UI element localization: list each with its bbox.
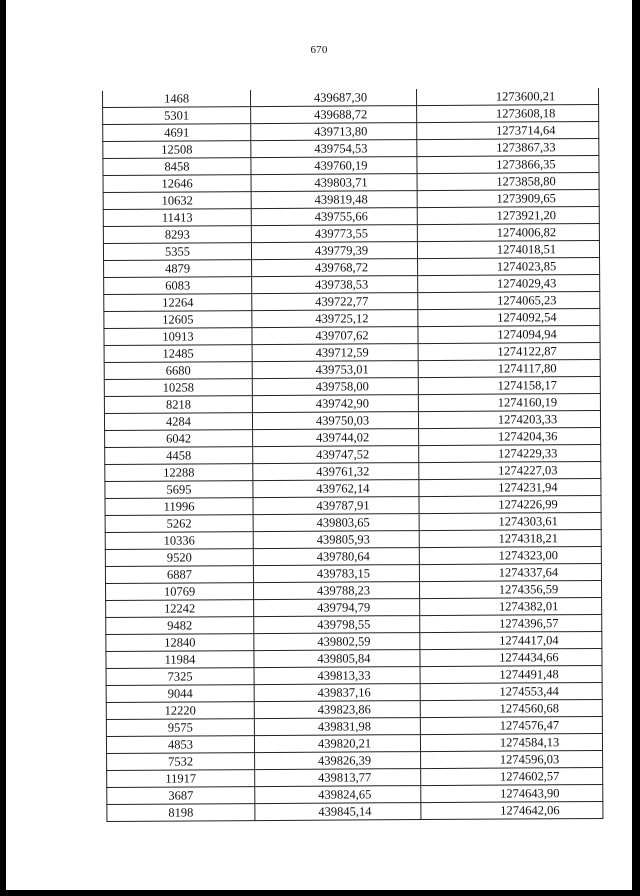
point-number-cell: 10769 (106, 583, 254, 601)
y-coordinate-cell: 1274643,90 (421, 784, 603, 802)
x-coordinate-cell: 439755,66 (251, 208, 417, 226)
x-coordinate-cell: 439742,90 (252, 395, 418, 413)
x-coordinate-cell: 439747,52 (253, 446, 419, 464)
x-coordinate-cell: 439750,03 (252, 412, 418, 430)
point-number-cell: 5262 (105, 515, 253, 533)
point-number-cell: 12220 (106, 702, 254, 720)
x-coordinate-cell: 439845,14 (255, 803, 421, 821)
y-coordinate-cell: 1274092,54 (418, 308, 600, 326)
y-coordinate-cell: 1274122,87 (418, 342, 600, 360)
x-coordinate-cell: 439826,39 (255, 752, 421, 770)
x-coordinate-cell: 439787,91 (253, 497, 419, 515)
point-number-cell: 11996 (105, 498, 253, 516)
x-coordinate-cell: 439687,30 (250, 89, 416, 107)
table-row (107, 801, 603, 821)
y-coordinate-cell: 1274158,17 (418, 376, 600, 394)
x-coordinate-cell: 439805,84 (254, 650, 420, 668)
point-number-cell: 12264 (104, 294, 252, 312)
x-coordinate-cell: 439753,01 (252, 361, 418, 379)
point-number-cell: 6680 (104, 362, 252, 380)
y-coordinate-cell: 1274553,44 (420, 682, 602, 700)
x-coordinate-cell: 439768,72 (252, 259, 418, 277)
y-coordinate-cell: 1274117,80 (418, 359, 600, 377)
y-coordinate-cell: 1274642,06 (421, 801, 603, 819)
x-coordinate-cell: 439805,93 (253, 531, 419, 549)
point-number-cell: 12288 (105, 464, 253, 482)
point-number-cell: 4691 (103, 124, 251, 142)
point-number-cell: 8218 (104, 396, 252, 414)
x-coordinate-cell: 439773,55 (251, 225, 417, 243)
x-coordinate-cell: 439744,02 (253, 429, 419, 447)
x-coordinate-cell: 439758,00 (252, 378, 418, 396)
x-coordinate-cell: 439823,86 (254, 701, 420, 719)
y-coordinate-cell: 1274596,03 (421, 750, 603, 768)
y-coordinate-cell: 1274337,64 (419, 563, 601, 581)
point-number-cell: 9575 (106, 719, 254, 737)
x-coordinate-cell: 439779,39 (251, 242, 417, 260)
y-coordinate-cell: 1274204,36 (419, 427, 601, 445)
x-coordinate-cell: 439819,48 (251, 191, 417, 209)
point-number-cell: 8458 (103, 158, 251, 176)
y-coordinate-cell: 1274382,01 (420, 597, 602, 615)
point-number-cell: 8198 (107, 804, 255, 822)
point-number-cell: 4879 (104, 260, 252, 278)
y-coordinate-cell: 1273608,18 (417, 104, 599, 122)
point-number-cell: 12605 (104, 311, 252, 329)
y-coordinate-cell: 1274303,61 (419, 512, 601, 530)
point-number-cell: 10913 (104, 328, 252, 346)
y-coordinate-cell: 1274602,57 (421, 767, 603, 785)
y-coordinate-cell: 1274023,85 (418, 257, 600, 275)
x-coordinate-cell: 439803,65 (253, 514, 419, 532)
y-coordinate-cell: 1273866,35 (417, 155, 599, 173)
point-number-cell: 5355 (103, 243, 251, 261)
x-coordinate-cell: 439802,59 (254, 633, 420, 651)
y-coordinate-cell: 1274356,59 (420, 580, 602, 598)
point-number-cell: 4458 (105, 447, 253, 465)
y-coordinate-cell: 1274094,94 (418, 325, 600, 343)
x-coordinate-cell: 439837,16 (254, 684, 420, 702)
x-coordinate-cell: 439688,72 (251, 106, 417, 124)
point-number-cell: 12508 (103, 141, 251, 159)
x-coordinate-cell: 439803,71 (251, 174, 417, 192)
coordinate-table-body (102, 88, 602, 822)
y-coordinate-cell: 1274006,82 (417, 223, 599, 241)
y-coordinate-cell: 1274576,47 (420, 716, 602, 734)
x-coordinate-cell: 439813,77 (255, 769, 421, 787)
x-coordinate-cell: 439798,55 (254, 616, 420, 634)
point-number-cell: 7325 (106, 668, 254, 686)
point-number-cell: 4853 (106, 736, 254, 754)
y-coordinate-cell: 1274318,21 (419, 529, 601, 547)
y-coordinate-cell: 1274065,23 (418, 291, 600, 309)
point-number-cell: 11413 (103, 209, 251, 227)
y-coordinate-cell: 1274231,94 (419, 478, 601, 496)
y-coordinate-cell: 1274160,19 (418, 393, 600, 411)
x-coordinate-cell: 439831,98 (254, 718, 420, 736)
point-number-cell: 10258 (104, 379, 252, 397)
document-page (6, 0, 632, 890)
y-coordinate-cell: 1274491,48 (420, 665, 602, 683)
point-number-cell: 6083 (104, 277, 252, 295)
x-coordinate-cell: 439738,53 (252, 276, 418, 294)
point-number-cell: 10336 (105, 532, 253, 550)
point-number-cell: 3687 (107, 787, 255, 805)
coordinate-table (102, 88, 603, 822)
y-coordinate-cell: 1274203,33 (418, 410, 600, 428)
y-coordinate-cell: 1274226,99 (419, 495, 601, 513)
x-coordinate-cell: 439722,77 (252, 293, 418, 311)
y-coordinate-cell: 1274323,00 (419, 546, 601, 564)
y-coordinate-cell: 1273909,65 (417, 189, 599, 207)
y-coordinate-cell: 1274018,51 (417, 240, 599, 258)
x-coordinate-cell: 439820,21 (254, 735, 420, 753)
point-number-cell: 12840 (106, 634, 254, 652)
point-number-cell: 10632 (103, 192, 251, 210)
point-number-cell: 12646 (103, 175, 251, 193)
x-coordinate-cell: 439725,12 (252, 310, 418, 328)
point-number-cell: 5301 (103, 107, 251, 125)
point-number-cell: 9520 (105, 549, 253, 567)
y-coordinate-cell: 1274227,03 (419, 461, 601, 479)
x-coordinate-cell: 439780,64 (253, 548, 419, 566)
point-number-cell: 12242 (106, 600, 254, 618)
point-number-cell: 6887 (105, 566, 253, 584)
point-number-cell: 9044 (106, 685, 254, 703)
x-coordinate-cell: 439707,62 (252, 327, 418, 345)
y-coordinate-cell: 1273600,21 (416, 88, 598, 106)
x-coordinate-cell: 439788,23 (254, 582, 420, 600)
x-coordinate-cell: 439761,32 (253, 463, 419, 481)
point-number-cell: 11984 (106, 651, 254, 669)
y-coordinate-cell: 1274584,13 (420, 733, 602, 751)
y-coordinate-cell: 1274434,66 (420, 648, 602, 666)
point-number-cell: 12485 (104, 345, 252, 363)
x-coordinate-cell: 439754,53 (251, 140, 417, 158)
point-number-cell: 8293 (103, 226, 251, 244)
x-coordinate-cell: 439783,15 (253, 565, 419, 583)
y-coordinate-cell: 1273867,33 (417, 138, 599, 156)
x-coordinate-cell: 439762,14 (253, 480, 419, 498)
x-coordinate-cell: 439813,33 (254, 667, 420, 685)
point-number-cell: 9482 (106, 617, 254, 635)
y-coordinate-cell: 1274229,33 (419, 444, 601, 462)
y-coordinate-cell: 1274396,57 (420, 614, 602, 632)
point-number-cell: 11917 (107, 770, 255, 788)
y-coordinate-cell: 1274560,68 (420, 699, 602, 717)
page-number: 670 (310, 44, 328, 56)
point-number-cell: 5695 (105, 481, 253, 499)
y-coordinate-cell: 1273714,64 (417, 121, 599, 139)
point-number-cell: 7532 (107, 753, 255, 771)
x-coordinate-cell: 439824,65 (255, 786, 421, 804)
y-coordinate-cell: 1273921,20 (417, 206, 599, 224)
y-coordinate-cell: 1274029,43 (418, 274, 600, 292)
point-number-cell: 6042 (105, 430, 253, 448)
x-coordinate-cell: 439712,59 (252, 344, 418, 362)
x-coordinate-cell: 439760,19 (251, 157, 417, 175)
y-coordinate-cell: 1274417,04 (420, 631, 602, 649)
point-number-cell: 4284 (104, 413, 252, 431)
x-coordinate-cell: 439794,79 (254, 599, 420, 617)
y-coordinate-cell: 1273858,80 (417, 172, 599, 190)
x-coordinate-cell: 439713,80 (251, 123, 417, 141)
point-number-cell: 1468 (102, 90, 250, 107)
